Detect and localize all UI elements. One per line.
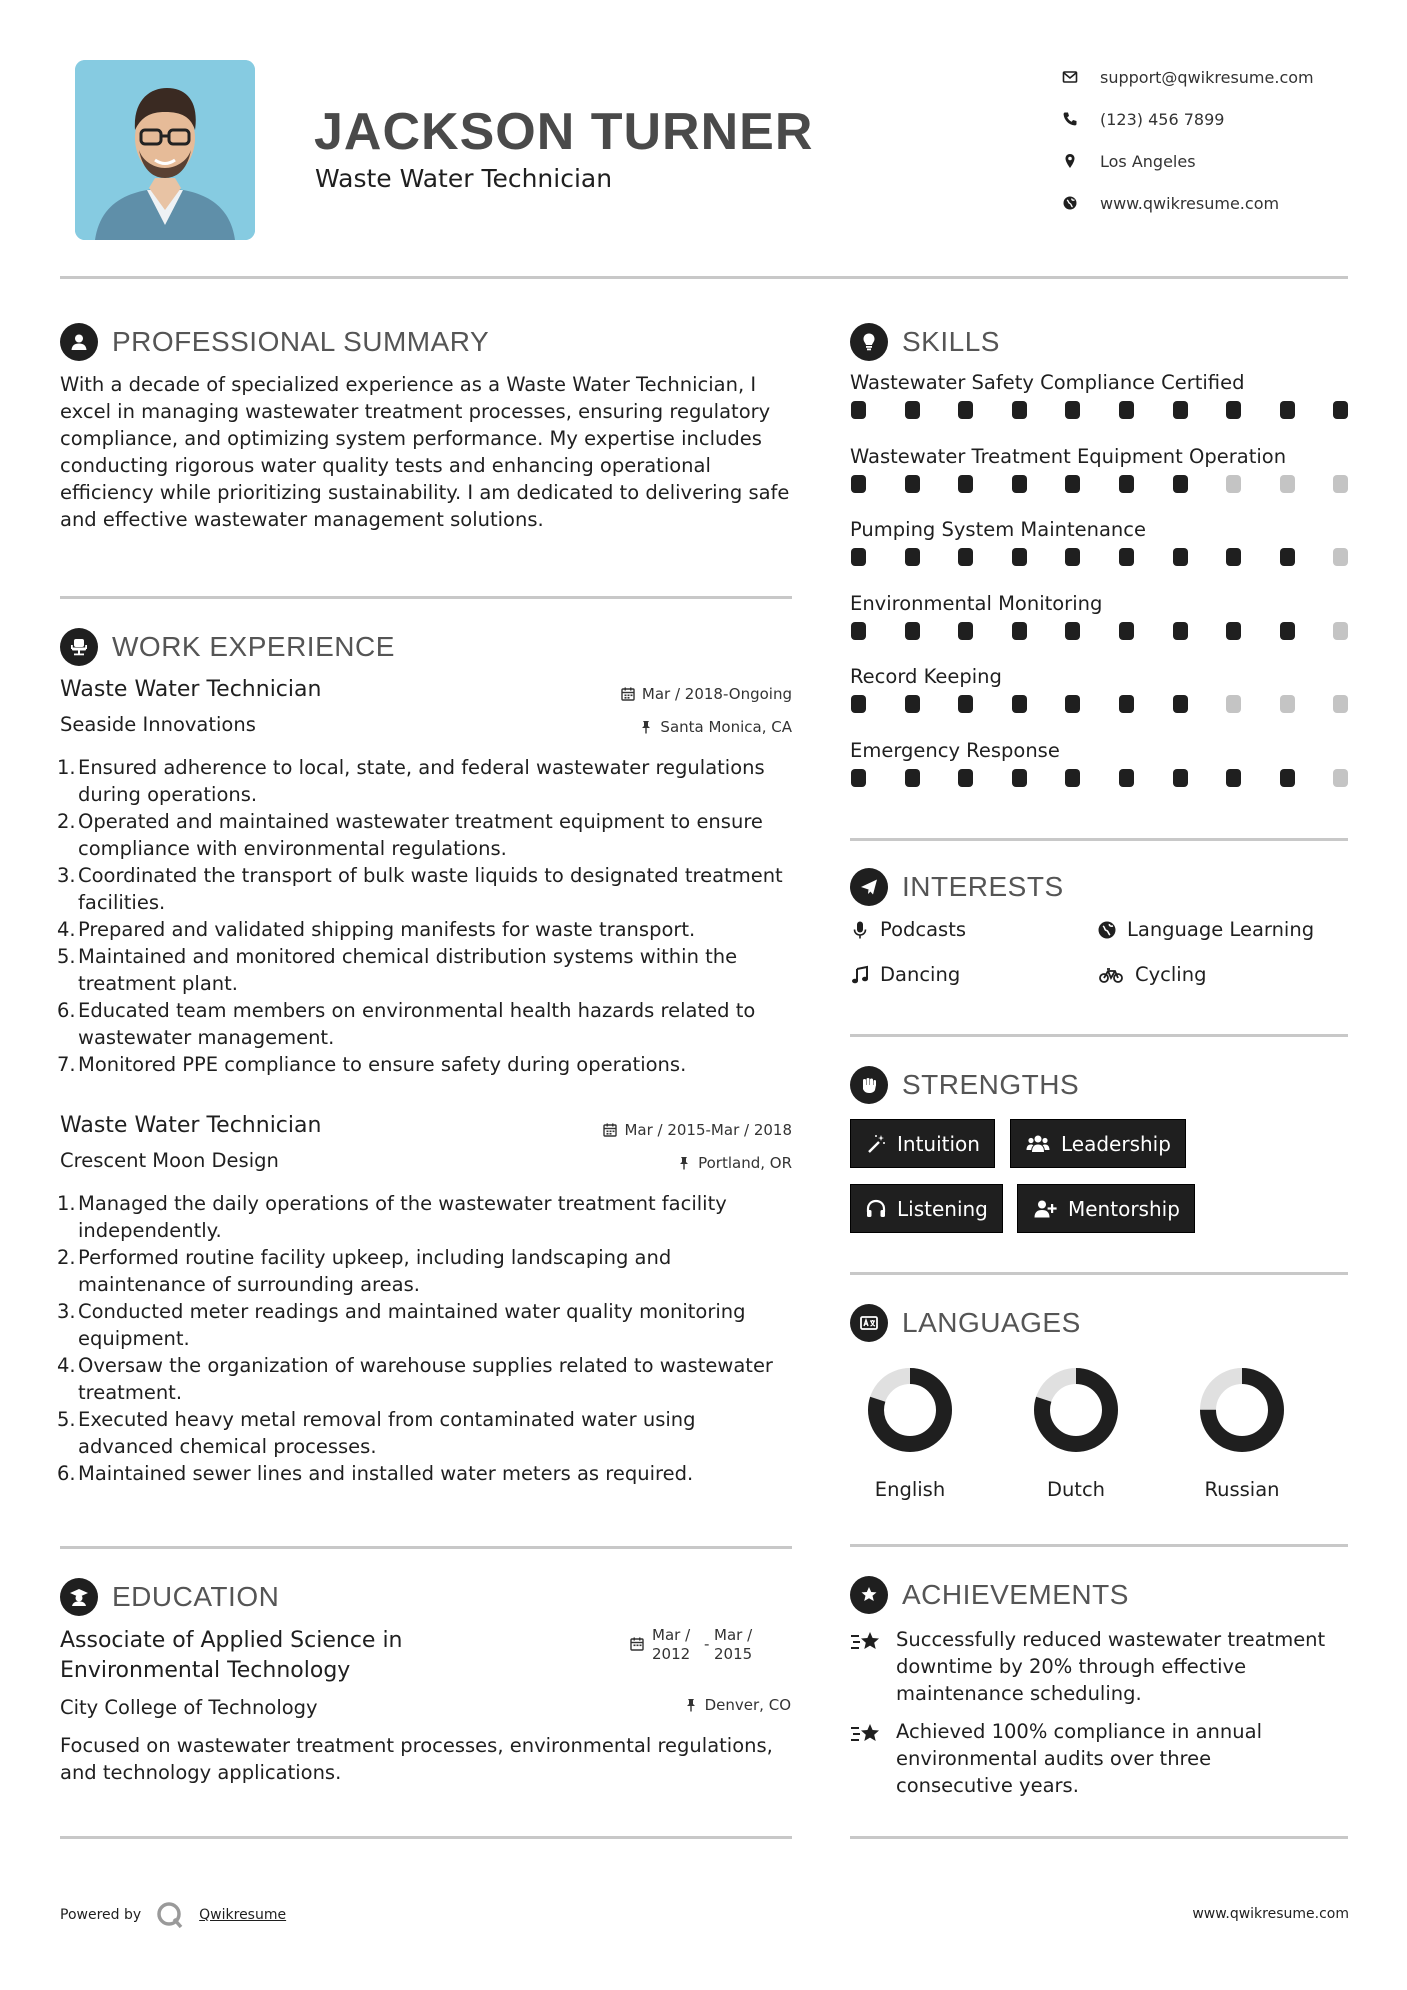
skill-dot-filled (958, 548, 973, 566)
skill-dot-filled (1173, 695, 1188, 713)
skill-name: Emergency Response (850, 738, 1060, 762)
contact-phone[interactable] (1062, 98, 1362, 140)
section-divider (850, 1272, 1348, 1275)
skill-rating (850, 548, 1350, 568)
job-dates (621, 685, 792, 703)
skill-dot-filled (1119, 695, 1134, 713)
skill-item (850, 371, 1350, 421)
job-location-text: Portland, OR (698, 1154, 792, 1172)
skill-dot-empty (1333, 475, 1348, 493)
language-item (1192, 1366, 1292, 1501)
list-item: 5. Executed heavy metal removal from contaminated water using advanced chemical processes. (57, 1408, 696, 1458)
job-title: Waste Water Technician (60, 1113, 322, 1138)
job-title: Waste Water Technician (60, 677, 322, 702)
user-icon (68, 331, 90, 353)
map-marker-icon (1062, 153, 1078, 169)
skill-dot-filled (1280, 769, 1295, 787)
skills-title: SKILLS (902, 326, 1000, 357)
skill-item (850, 592, 1350, 642)
skill-item (850, 665, 1350, 715)
strengths-heading (850, 1066, 1079, 1104)
strength-badge (850, 1184, 1003, 1233)
lightbulb-icon (858, 331, 880, 353)
skill-dot-filled (851, 769, 866, 787)
language-level-donut (866, 1366, 954, 1454)
language-item (860, 1366, 960, 1501)
powered-by-text: Powered by (60, 1907, 142, 1923)
skill-dot-filled (905, 401, 920, 419)
skill-dot-filled (1119, 548, 1134, 566)
contact-location (1062, 140, 1362, 182)
strength-badge (850, 1119, 995, 1168)
language-name: English (874, 1478, 946, 1501)
section-divider (850, 838, 1348, 841)
music-note-icon (850, 965, 870, 985)
skill-dot-filled (1012, 401, 1027, 419)
calendar-icon (621, 687, 635, 701)
skill-item (850, 445, 1350, 495)
skill-dot-filled (1065, 769, 1080, 787)
section-divider (60, 596, 792, 599)
summary-text: With a decade of specialized experience as a Waste Water Technician, I excel in managing wastewater treatment processes, ensuring regulatory compliance, and optimizing system performance. My expertise includes conducting rigorous water quality tests and enhancing operational efficiency while prioritizing sustainability. I am dedicated to delivering safe and effective wastewater management solutions. (60, 373, 790, 531)
microphone-icon (850, 920, 870, 940)
skill-dot-filled (1065, 401, 1080, 419)
candidate-role: Waste Water Technician (315, 164, 613, 193)
section-divider (850, 1034, 1348, 1037)
language-level-donut (1032, 1366, 1120, 1454)
skill-dot-filled (1012, 695, 1027, 713)
skill-dot-filled (958, 401, 973, 419)
job-duties (57, 754, 792, 1078)
headphones-icon (865, 1198, 887, 1220)
language-item (1026, 1366, 1126, 1501)
achievement-text: Successfully reduced wastewater treatment downtime by 20% through effective maintenance scheduling. (896, 1628, 1326, 1705)
skill-dot-filled (1065, 622, 1080, 640)
skill-name: Environmental Monitoring (850, 591, 1103, 615)
summary-title: PROFESSIONAL SUMMARY (112, 326, 490, 357)
interest-label: Language Learning (1127, 918, 1315, 941)
skill-dot-filled (958, 622, 973, 640)
skill-dot-empty (1333, 548, 1348, 566)
pushpin-icon (677, 1156, 691, 1170)
interest-label: Dancing (880, 963, 961, 986)
experience-title: WORK EXPERIENCE (112, 631, 395, 662)
skill-dot-filled (1280, 548, 1295, 566)
paper-plane-icon (858, 876, 880, 898)
job-dates-text: Mar / 2018-Ongoing (641, 685, 792, 703)
skill-dot-filled (1119, 401, 1134, 419)
contact-email-text: support@qwikresume.com (1100, 67, 1314, 87)
skill-name: Wastewater Safety Compliance Certified (850, 371, 1245, 394)
experience-heading (60, 628, 395, 666)
skill-dot-filled (851, 548, 866, 566)
qwikresume-logo-icon (155, 1900, 185, 1930)
section-divider (60, 1836, 792, 1839)
contact-list (1062, 56, 1362, 224)
list-item: 6. Maintained sewer lines and installed water meters as required. (57, 1462, 694, 1485)
contact-website-text: www.qwikresume.com (1100, 193, 1280, 213)
skill-dot-filled (905, 622, 920, 640)
calendar-icon (630, 1637, 644, 1651)
skill-dot-filled (1012, 548, 1027, 566)
strength-badge (1010, 1119, 1186, 1168)
contact-email[interactable] (1062, 56, 1362, 98)
bicycle-icon (1097, 965, 1125, 985)
pushpin-icon (639, 720, 653, 734)
education-description: Focused on wastewater treatment processes, environmental regulations, and technology applications. (60, 1734, 773, 1784)
magic-wand-icon (865, 1133, 887, 1155)
skill-dot-filled (1119, 475, 1134, 493)
list-item: 1. Ensured adherence to local, state, and federal wastewater regulations during operations. (57, 756, 765, 806)
skill-dot-empty (1280, 695, 1295, 713)
skill-rating (850, 622, 1350, 642)
skill-dot-filled (1065, 475, 1080, 493)
skill-dot-filled (958, 695, 973, 713)
achievement-text: Achieved 100% compliance in annual environmental audits over three consecutive years. (896, 1720, 1263, 1797)
job-location (639, 718, 792, 736)
skill-dot-filled (851, 695, 866, 713)
job-entry (57, 1113, 792, 1493)
skill-dot-filled (1333, 401, 1348, 419)
skill-dot-filled (1226, 548, 1241, 566)
job-location (677, 1154, 792, 1172)
skill-dot-filled (905, 475, 920, 493)
education-degree: Associate of Applied Science in Environmental Technology (60, 1628, 403, 1683)
skill-dot-filled (851, 475, 866, 493)
contact-website[interactable] (1062, 182, 1362, 224)
phone-icon (1062, 111, 1078, 127)
job-company: Crescent Moon Design (60, 1149, 279, 1172)
skill-name: Wastewater Treatment Equipment Operation (850, 444, 1287, 468)
skill-dot-filled (1280, 401, 1295, 419)
footer-powered-by (60, 1900, 286, 1930)
list-item: 2. Operated and maintained wastewater treatment equipment to ensure compliance with environmental regulations. (57, 810, 763, 860)
job-location-text: Santa Monica, CA (660, 718, 792, 736)
strength-label: Leadership (1061, 1131, 1171, 1156)
strengths-title: STRENGTHS (902, 1069, 1080, 1100)
skill-dot-filled (851, 401, 866, 419)
skill-dot-filled (1173, 475, 1188, 493)
achievements-heading (850, 1576, 1129, 1614)
skill-item (850, 739, 1350, 789)
section-divider (60, 1546, 792, 1549)
person-portrait-icon (75, 60, 255, 240)
pushpin-icon (684, 1698, 698, 1712)
strength-label: Mentorship (1068, 1196, 1180, 1221)
education-location-text: Denver, CO (704, 1696, 791, 1714)
skill-dot-filled (1012, 622, 1027, 640)
skill-item (850, 518, 1350, 568)
skill-dot-filled (851, 622, 866, 640)
strength-label: Listening (897, 1196, 988, 1221)
interest-item (1097, 963, 1206, 986)
achievements-title: ACHIEVEMENTS (902, 1579, 1129, 1610)
skill-dot-empty (1226, 475, 1241, 493)
interest-item (850, 963, 960, 986)
skill-dot-filled (1012, 475, 1027, 493)
skill-rating (850, 769, 1350, 789)
skill-dot-filled (1173, 548, 1188, 566)
fist-icon (858, 1074, 880, 1096)
job-dates-text: Mar / 2015-Mar / 2018 (624, 1121, 792, 1139)
list-item: 4. Prepared and validated shipping manifests for waste transport. (57, 918, 696, 941)
footer-site-link[interactable]: www.qwikresume.com (1192, 1906, 1349, 1922)
job-company: Seaside Innovations (60, 713, 256, 736)
candidate-name: JACKSON TURNER (314, 103, 814, 161)
interest-item (1097, 918, 1314, 941)
skill-dot-filled (905, 695, 920, 713)
skill-dot-filled (1173, 769, 1188, 787)
skill-dot-filled (1065, 695, 1080, 713)
shooting-star-icon (850, 1628, 884, 1656)
skills-heading (850, 323, 1000, 361)
interest-label: Cycling (1135, 963, 1207, 986)
skill-rating (850, 695, 1350, 715)
graduate-icon (68, 1586, 90, 1608)
skill-name: Record Keeping (850, 665, 1002, 688)
user-plus-icon (1032, 1198, 1058, 1220)
education-school: City College of Technology (60, 1696, 318, 1719)
skill-name: Pumping System Maintenance (850, 518, 1146, 541)
interest-item (850, 918, 966, 941)
header-divider (60, 276, 1348, 279)
strength-badge (1017, 1184, 1195, 1233)
globe-icon (1097, 920, 1117, 940)
languages-title: LANGUAGES (902, 1307, 1081, 1338)
skill-dot-filled (1065, 548, 1080, 566)
education-location (684, 1696, 791, 1714)
section-divider (850, 1836, 1348, 1839)
job-entry (57, 677, 792, 1082)
list-item: 6. Educated team members on environmental health hazards related to wastewater management. (57, 999, 756, 1049)
skill-dot-empty (1280, 475, 1295, 493)
job-duties (57, 1190, 792, 1487)
skill-dot-filled (1226, 401, 1241, 419)
language-name: Russian (1204, 1478, 1280, 1501)
skill-dot-filled (905, 769, 920, 787)
skill-dot-filled (1012, 769, 1027, 787)
education-date-end: Mar / 2015 (714, 1626, 753, 1663)
skill-dot-empty (1333, 769, 1348, 787)
education-dates (630, 1626, 766, 1664)
skill-dot-filled (1119, 622, 1134, 640)
list-item: 4. Oversaw the organization of warehouse supplies related to wastewater treatment. (57, 1354, 773, 1404)
star-badge-icon (858, 1584, 880, 1606)
profile-photo (75, 60, 255, 240)
brand-link[interactable]: Qwikresume (199, 1907, 287, 1923)
section-divider (850, 1544, 1348, 1547)
contact-location-text: Los Angeles (1100, 151, 1196, 171)
achievement-item (850, 1626, 1330, 1707)
users-icon (1025, 1133, 1051, 1155)
contact-phone-text: (123) 456 7899 (1100, 109, 1225, 129)
languages-heading (850, 1304, 1081, 1342)
language-icon (858, 1312, 880, 1334)
skill-dot-filled (1280, 622, 1295, 640)
list-item: 1. Managed the daily operations of the wastewater treatment facility independently. (57, 1192, 727, 1242)
strength-label: Intuition (897, 1131, 980, 1156)
interests-heading (850, 868, 1064, 906)
summary-heading (60, 323, 489, 361)
skill-dot-filled (905, 548, 920, 566)
skill-dot-empty (1333, 622, 1348, 640)
language-name: Dutch (1046, 1478, 1106, 1501)
job-dates (603, 1121, 792, 1139)
language-level-donut (1198, 1366, 1286, 1454)
education-title: EDUCATION (112, 1581, 280, 1612)
date-separator: - (704, 1635, 710, 1653)
calendar-icon (603, 1123, 617, 1137)
interests-title: INTERESTS (902, 871, 1064, 902)
skill-rating (850, 401, 1350, 421)
list-item: 3. Coordinated the transport of bulk waste liquids to designated treatment facilities. (57, 864, 783, 914)
list-item: 7. Monitored PPE compliance to ensure safety during operations. (57, 1053, 687, 1076)
skill-dot-filled (958, 769, 973, 787)
skill-dot-filled (1119, 769, 1134, 787)
skill-dot-filled (958, 475, 973, 493)
list-item: 5. Maintained and monitored chemical distribution systems within the treatment plant. (57, 945, 738, 995)
shooting-star-icon (850, 1720, 884, 1748)
education-date-start: Mar / 2012 (652, 1626, 691, 1663)
skill-dot-filled (1226, 769, 1241, 787)
skill-rating (850, 475, 1350, 495)
globe-icon (1062, 195, 1078, 211)
achievement-item (850, 1718, 1330, 1799)
list-item: 2. Performed routine facility upkeep, including landscaping and maintenance of surrounding areas. (57, 1246, 672, 1296)
envelope-icon (1062, 69, 1078, 85)
skill-dot-empty (1226, 695, 1241, 713)
skill-dot-filled (1226, 622, 1241, 640)
office-chair-icon (68, 636, 90, 658)
skill-dot-empty (1333, 695, 1348, 713)
education-heading (60, 1578, 279, 1616)
interest-label: Podcasts (880, 918, 967, 941)
skill-dot-filled (1173, 401, 1188, 419)
skill-dot-filled (1173, 622, 1188, 640)
list-item: 3. Conducted meter readings and maintained water quality monitoring equipment. (57, 1300, 746, 1350)
